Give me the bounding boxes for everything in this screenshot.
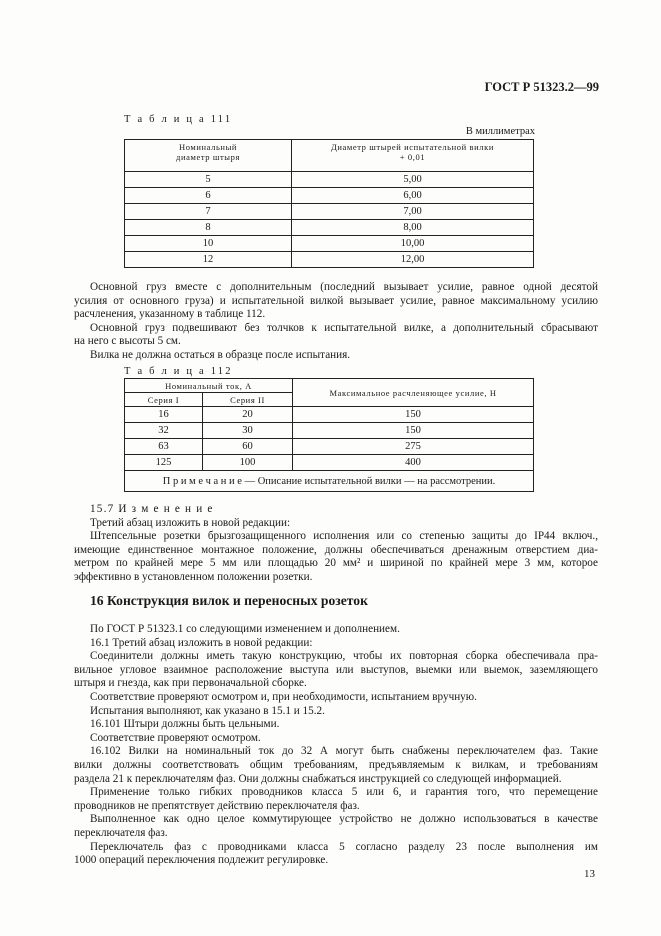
text-line: эффективно в установленном положении розетки. (74, 570, 313, 583)
table-cell: 400 (293, 455, 534, 471)
table-cell: 275 (293, 439, 534, 455)
table-112-caption: Т а б л и ц а 112 (124, 366, 233, 377)
table-row (125, 188, 534, 204)
text-line: Выполненное как одно целое коммутирующее устройство не должно использоваться в качестве (90, 813, 598, 826)
table-cell: 30 (203, 423, 293, 439)
paragraph-block-a (74, 281, 598, 363)
table-111 (124, 139, 534, 268)
table-111-header-col1-line1: Номинальный (178, 142, 238, 152)
text-line: Вилка не должна остаться в образце после испытания. (90, 348, 351, 361)
table-cell: 60 (203, 439, 293, 455)
section-16-heading: 16 Конструкция вилок и переносных розеток (90, 593, 368, 608)
table-row (125, 172, 534, 188)
table-row (125, 407, 534, 423)
text-line: Основной груз вместе с дополнительным (последний вызывает усилие, равное одной десятой (90, 281, 598, 293)
table-111-caption: Т а б л и ц а 111 (124, 114, 233, 125)
table-row (125, 220, 534, 236)
table-112 (124, 378, 534, 492)
table-row (125, 204, 534, 220)
text-line: Соответствие проверяют осмотром. (90, 731, 261, 744)
table-cell: 5 (125, 172, 292, 188)
text-line: 1000 операций переключения подлежит регулировке. (74, 854, 329, 867)
table-112-header-col3: Максимальное расчленяющее усилие, Н (293, 379, 534, 407)
table-cell: 150 (293, 407, 534, 423)
text-line: Основной груз подвешивают без толчков к испытательной вилке, а дополнительный сбрасывают (90, 321, 598, 334)
table-cell: 7,00 (292, 204, 534, 220)
text-line: вильное угловое взаимное расположение выступа или выступов, выемки или выемок, заземляющего (74, 663, 598, 676)
table-row (125, 455, 534, 471)
table-cell: 8 (125, 220, 292, 236)
table-111-header-col2-line1: Диаметр штырей испытательной вилки (330, 142, 495, 152)
text-line: Переключатель фаз с проводниками класса 5 согласно разделу 23 после выполнения им (90, 840, 598, 853)
text-line: переключателя фаз. (74, 826, 168, 839)
text-line: Применение только гибких проводников класса 5 или 6, и гарантия того, что перемещение (90, 786, 598, 799)
text-line: Испытания выполняют, как указано в 15.1 и 15.2. (90, 704, 325, 717)
table-cell: 125 (125, 455, 203, 471)
table-cell: 7 (125, 204, 292, 220)
table-row (125, 423, 534, 439)
table-cell: 20 (203, 407, 293, 423)
table-111-units: В миллиметрах (465, 126, 535, 137)
table-cell: 100 (203, 455, 293, 471)
text-line: на него с высоты 5 см. (74, 335, 181, 348)
table-cell: 10 (125, 236, 292, 252)
section-15-7 (74, 503, 598, 585)
text-line: Штепсельные розетки брызгозащищенного исполнения или со степенью защиты до IP44 включ., (90, 530, 598, 543)
table-cell: 16 (125, 407, 203, 423)
table-cell: 10,00 (292, 236, 534, 252)
text-line: 16.102 Вилки на номинальный ток до 32 А могут быть снабжены переключателем фаз. Такие (90, 745, 598, 758)
text-line: вилки должны соответствовать общим требованиям, предъявляемым к вилкам, и требованиям (74, 758, 598, 771)
text-line: Третий абзац изложить в новой редакции: (90, 516, 291, 529)
table-cell: 6,00 (292, 188, 534, 204)
text-line: проводников не препятствует действию переключателя фаз. (74, 799, 360, 812)
table-row (125, 252, 534, 268)
text-line: имеющие единственное монтажное положение, должны обеспечиваться дренажным отверстием диа- (74, 543, 598, 556)
text-line: Соединители должны иметь такую конструкцию, чтобы их повторная сборка обеспечивала пра- (90, 650, 598, 663)
table-112-header-sub1: Серия I (125, 393, 203, 407)
table-row (125, 439, 534, 455)
table-112-note: П р и м е ч а н и е — Описание испытательной вилки — на рассмотрении. (125, 471, 534, 492)
text-line: 16.101 Штыри должны быть цельными. (90, 718, 280, 731)
document-header: ГОСТ Р 51323.2—99 (484, 80, 599, 94)
text-line: Соответствие проверяют осмотром и, при необходимости, испытанием вручную. (90, 690, 477, 703)
section-16-body (74, 623, 598, 868)
table-111-header-col1-line2: диаметр штыря (176, 152, 240, 162)
section-15-7-title: 15.7 И з м е н е н и е (90, 503, 214, 515)
text-line: штыря и гнезда, как при первоначальной сборке. (74, 677, 307, 690)
table-cell: 6 (125, 188, 292, 204)
text-line: 16.1 Третий абзац изложить в новой редакции: (90, 636, 313, 649)
text-line: раздела 21 к переключателям фаз. Они должны снабжаться инструкцией со следующей информацией. (74, 772, 562, 785)
table-cell: 150 (293, 423, 534, 439)
table-cell: 63 (125, 439, 203, 455)
table-111-header-col1 (125, 140, 292, 172)
text-line: расчленения, указанному в таблице 112. (74, 308, 266, 321)
page-number: 13 (584, 868, 595, 880)
text-line: метром по крайней мере 5 мм или площадью 20 мм² и шириной по крайней мере 3 мм, которое (74, 557, 598, 570)
table-111-header-col2-line2: + 0,01 (399, 152, 426, 162)
table-row (125, 236, 534, 252)
text-line: усилия от основного груза) и испытательной вилкой вызывает усилие, равное максимальному усилию (74, 294, 598, 307)
table-cell: 32 (125, 423, 203, 439)
table-cell: 12,00 (292, 252, 534, 268)
table-112-header-sub2: Серия II (203, 393, 293, 407)
table-112-group-header: Номинальный ток, А (125, 379, 293, 393)
table-cell: 5,00 (292, 172, 534, 188)
table-111-header-col2 (292, 140, 534, 172)
table-cell: 8,00 (292, 220, 534, 236)
text-line: По ГОСТ Р 51323.1 со следующими изменением и дополнением. (90, 623, 400, 635)
table-cell: 12 (125, 252, 292, 268)
